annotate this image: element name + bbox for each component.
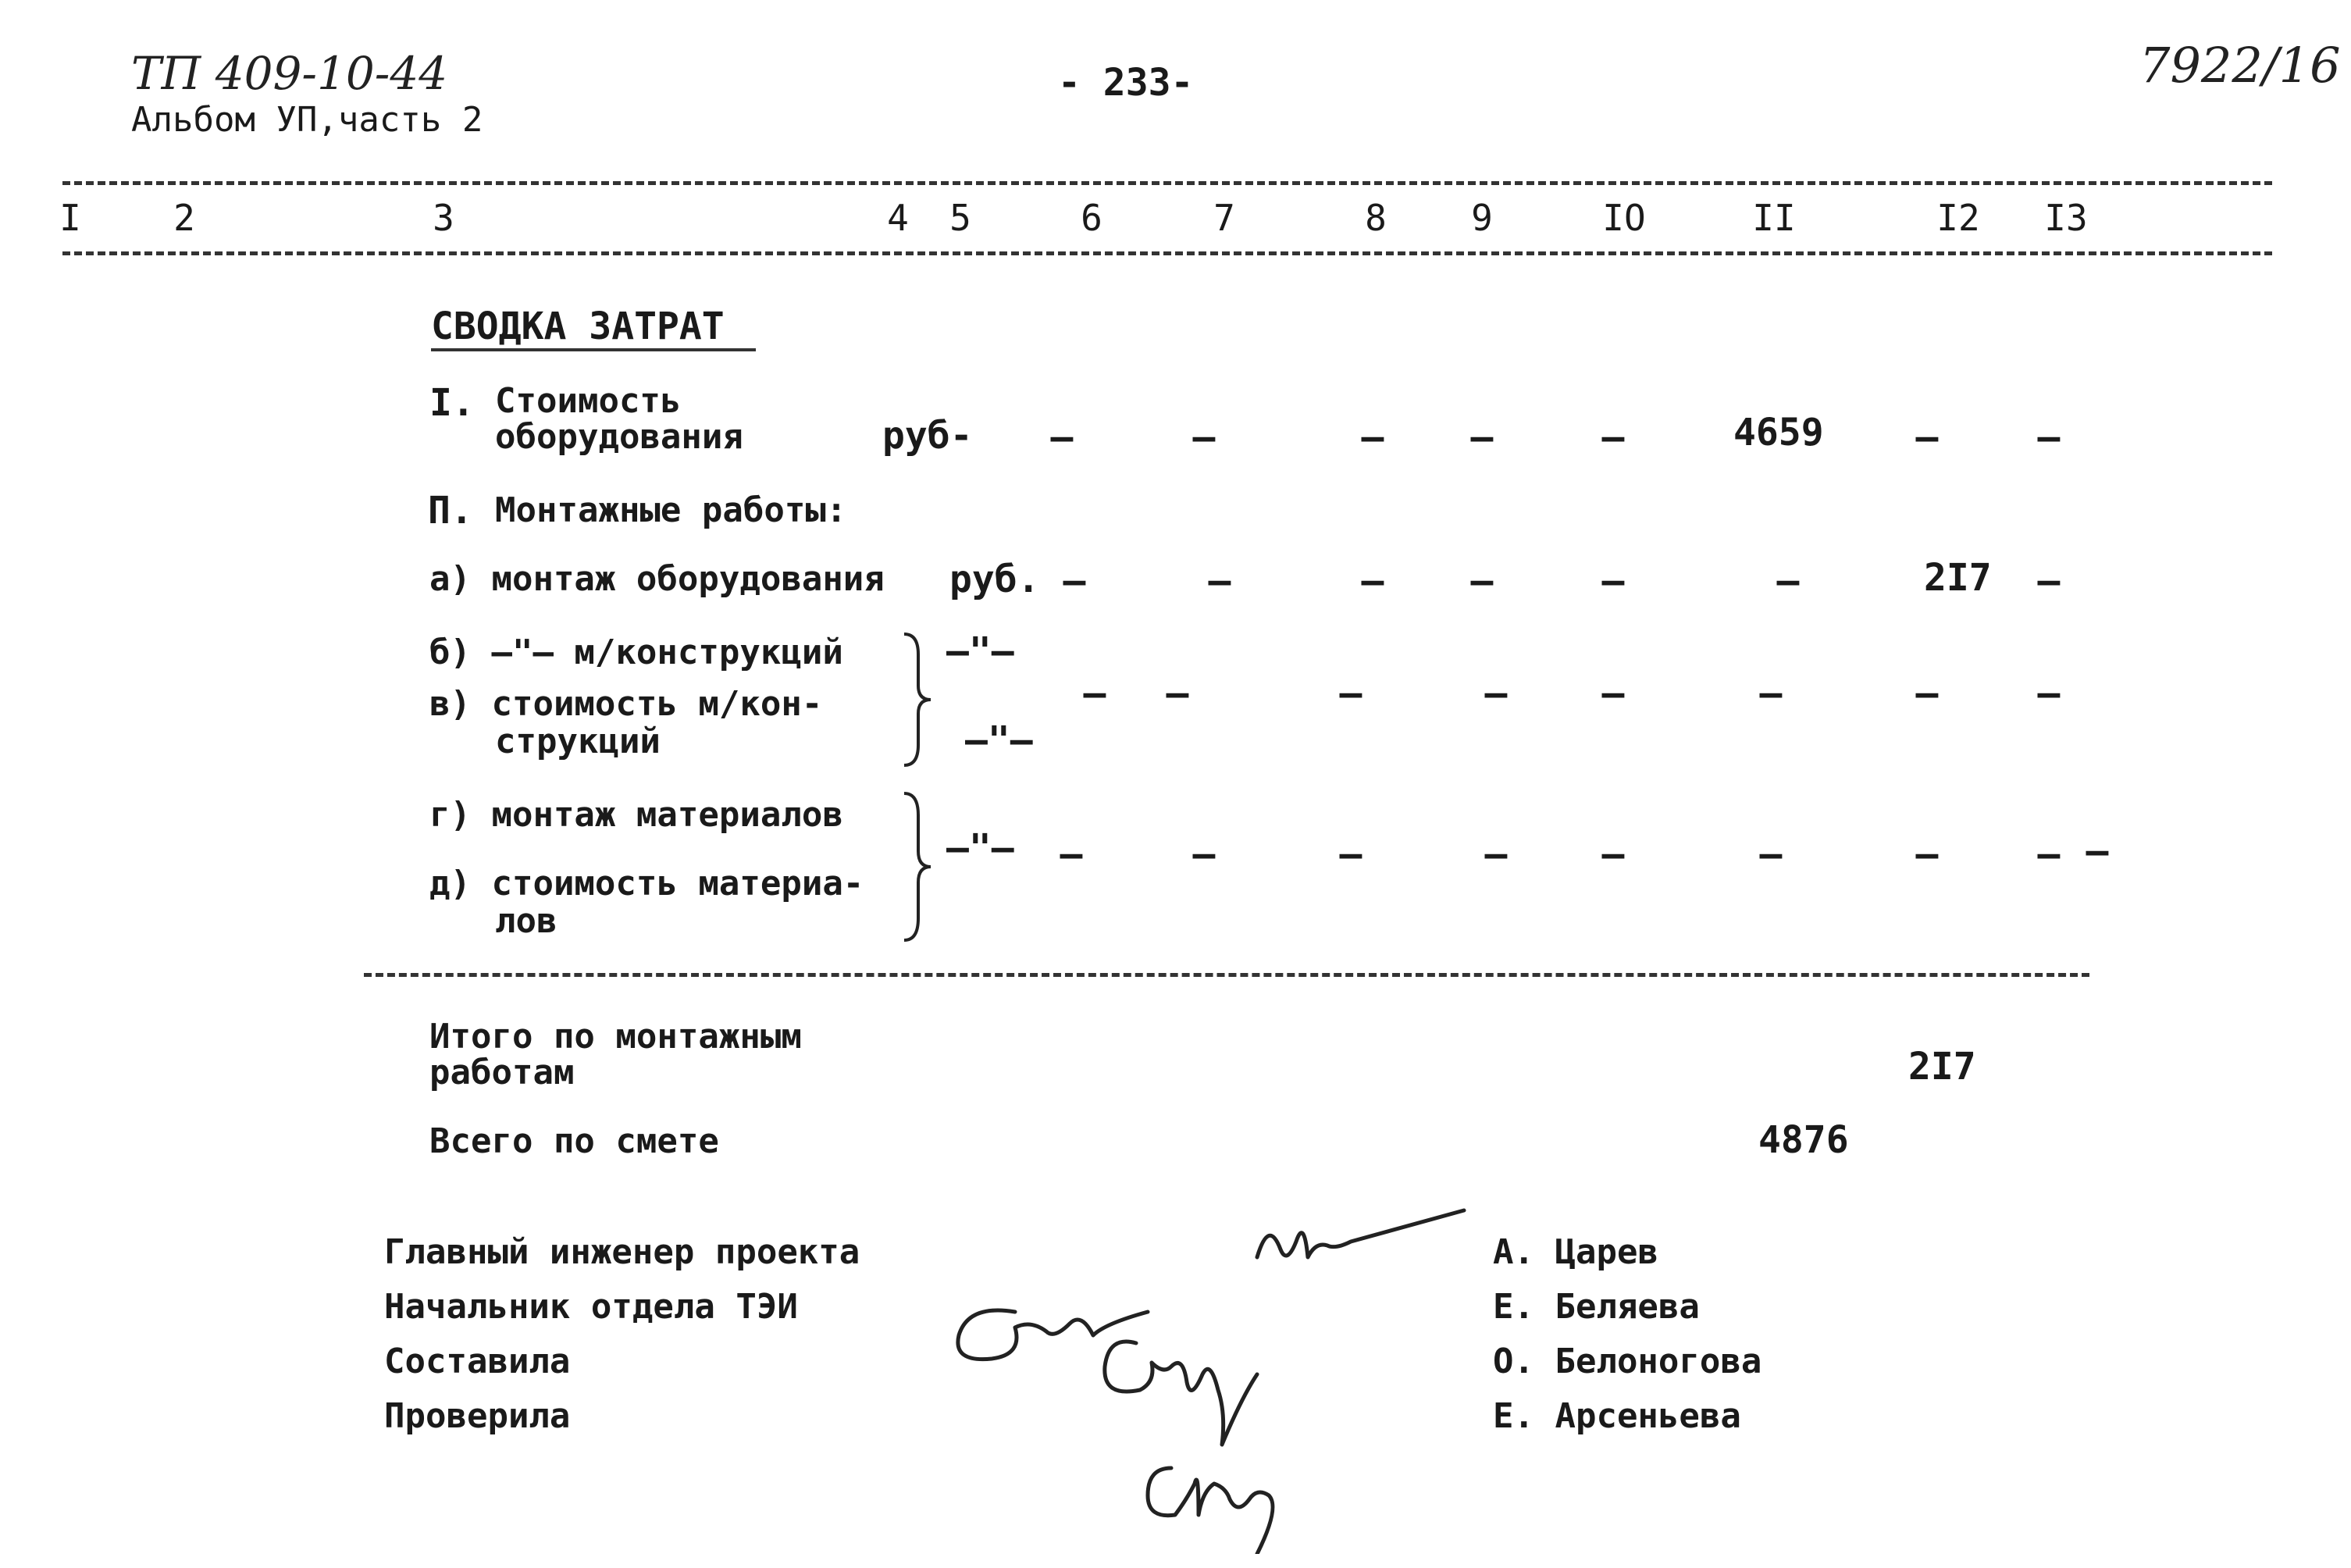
cell-dash: –	[1083, 672, 1106, 715]
column-number: I3	[2044, 197, 2088, 239]
column-number: 8	[1365, 197, 1387, 239]
curly-brace-icon	[898, 631, 937, 768]
cell-dash: –	[1601, 415, 1625, 459]
cell-dash: –	[2037, 672, 2061, 715]
row-label: д) стоимость материа-	[429, 864, 864, 903]
curly-brace-icon	[898, 790, 937, 943]
total-value: 2I7	[1908, 1045, 1976, 1089]
signatory-name: Е. Беляева	[1493, 1287, 1700, 1327]
column-number: 2	[173, 197, 195, 239]
cell-dash: –	[2037, 415, 2061, 459]
cell-dash: –	[1361, 559, 1384, 603]
row-unit: –"–	[946, 826, 1014, 870]
row-unit: –"–	[965, 718, 1033, 762]
row-label: струкций	[495, 722, 661, 761]
cell-dash: –	[1361, 415, 1384, 459]
handwritten-signatures	[914, 1187, 1476, 1554]
signatory-role: Главный инженер проекта	[384, 1232, 860, 1272]
row-label: Монтажные работы:	[495, 490, 847, 530]
column-number: I2	[1936, 197, 1980, 239]
cell-dash: –	[1601, 832, 1625, 876]
total-label: Итого по монтажным	[429, 1017, 802, 1057]
cell-dash: –	[1601, 559, 1625, 603]
cell-dash: –	[2037, 559, 2061, 603]
signatory-role: Составила	[384, 1342, 571, 1381]
column-number: 4	[887, 197, 909, 239]
cell-dash: –	[1050, 415, 1074, 459]
total-label: Всего по смете	[429, 1121, 719, 1161]
cell-dash: –	[2086, 829, 2109, 873]
document-code: ТП 409-10-44	[131, 47, 448, 100]
row-unit: –"–	[946, 629, 1014, 673]
cell-dash: –	[1915, 672, 1939, 715]
column-number: 9	[1471, 197, 1493, 239]
row-number: I.	[429, 381, 475, 425]
column-number: 7	[1213, 197, 1235, 239]
cell-dash: –	[2037, 832, 2061, 876]
cell-value-col12: 2I7	[1924, 556, 1992, 600]
cell-dash: –	[1470, 415, 1494, 459]
row-label: Стоимость	[495, 381, 682, 421]
cell-dash: –	[1915, 415, 1939, 459]
cell-dash: –	[1759, 832, 1783, 876]
row-label: в) стоимость м/кон-	[429, 684, 823, 724]
signatory-name: Е. Арсеньева	[1493, 1396, 1741, 1436]
cell-dash: –	[1915, 832, 1939, 876]
cell-dash: –	[1470, 559, 1494, 603]
cell-dash: –	[1339, 832, 1363, 876]
cell-value-col11: 4659	[1733, 411, 1824, 454]
cell-dash: –	[1776, 559, 1800, 603]
page-number: - 233-	[1058, 61, 1194, 105]
sheet-reference: 7922/16	[2139, 37, 2341, 94]
cell-dash: –	[1601, 672, 1625, 715]
signatory-role: Начальник отдела ТЭИ	[384, 1287, 798, 1327]
album-label: Альбом УП,часть 2	[131, 100, 483, 140]
row-label: лов	[495, 901, 557, 941]
cell-dash: –	[1759, 672, 1783, 715]
column-number: 3	[433, 197, 454, 239]
cell-dash: –	[1484, 672, 1508, 715]
cell-dash: –	[1166, 672, 1189, 715]
row-label: а) монтаж оборудования	[429, 559, 885, 599]
row-unit: руб.	[949, 558, 1040, 601]
header-bottom-rule	[62, 251, 2272, 255]
row-label: оборудования	[495, 417, 743, 457]
cell-dash: –	[1192, 832, 1216, 876]
row-label: г) монтаж материалов	[429, 795, 843, 835]
section-title: СВОДКА ЗАТРАТ	[431, 306, 756, 351]
row-unit: руб-	[882, 414, 973, 458]
cell-dash: –	[1339, 672, 1363, 715]
column-number: IO	[1602, 197, 1646, 239]
header-top-rule	[62, 181, 2272, 185]
cell-dash: –	[1192, 415, 1216, 459]
column-number: II	[1752, 197, 1796, 239]
signatory-role: Проверила	[384, 1396, 571, 1436]
cell-dash: –	[1208, 559, 1231, 603]
total-value: 4876	[1758, 1118, 1849, 1162]
column-number: 6	[1081, 197, 1102, 239]
total-label: работам	[429, 1053, 575, 1092]
column-number: 5	[949, 197, 971, 239]
cell-dash: –	[1484, 832, 1508, 876]
cell-dash: –	[1063, 559, 1086, 603]
totals-separator	[364, 973, 2089, 977]
cell-dash: –	[1060, 832, 1083, 876]
row-number: П.	[428, 489, 473, 533]
signatory-name: О. Белоногова	[1493, 1342, 1762, 1381]
signatory-name: А. Царев	[1493, 1232, 1658, 1272]
column-number: I	[59, 197, 81, 239]
row-label: б) –"– м/конструкций	[429, 633, 843, 672]
